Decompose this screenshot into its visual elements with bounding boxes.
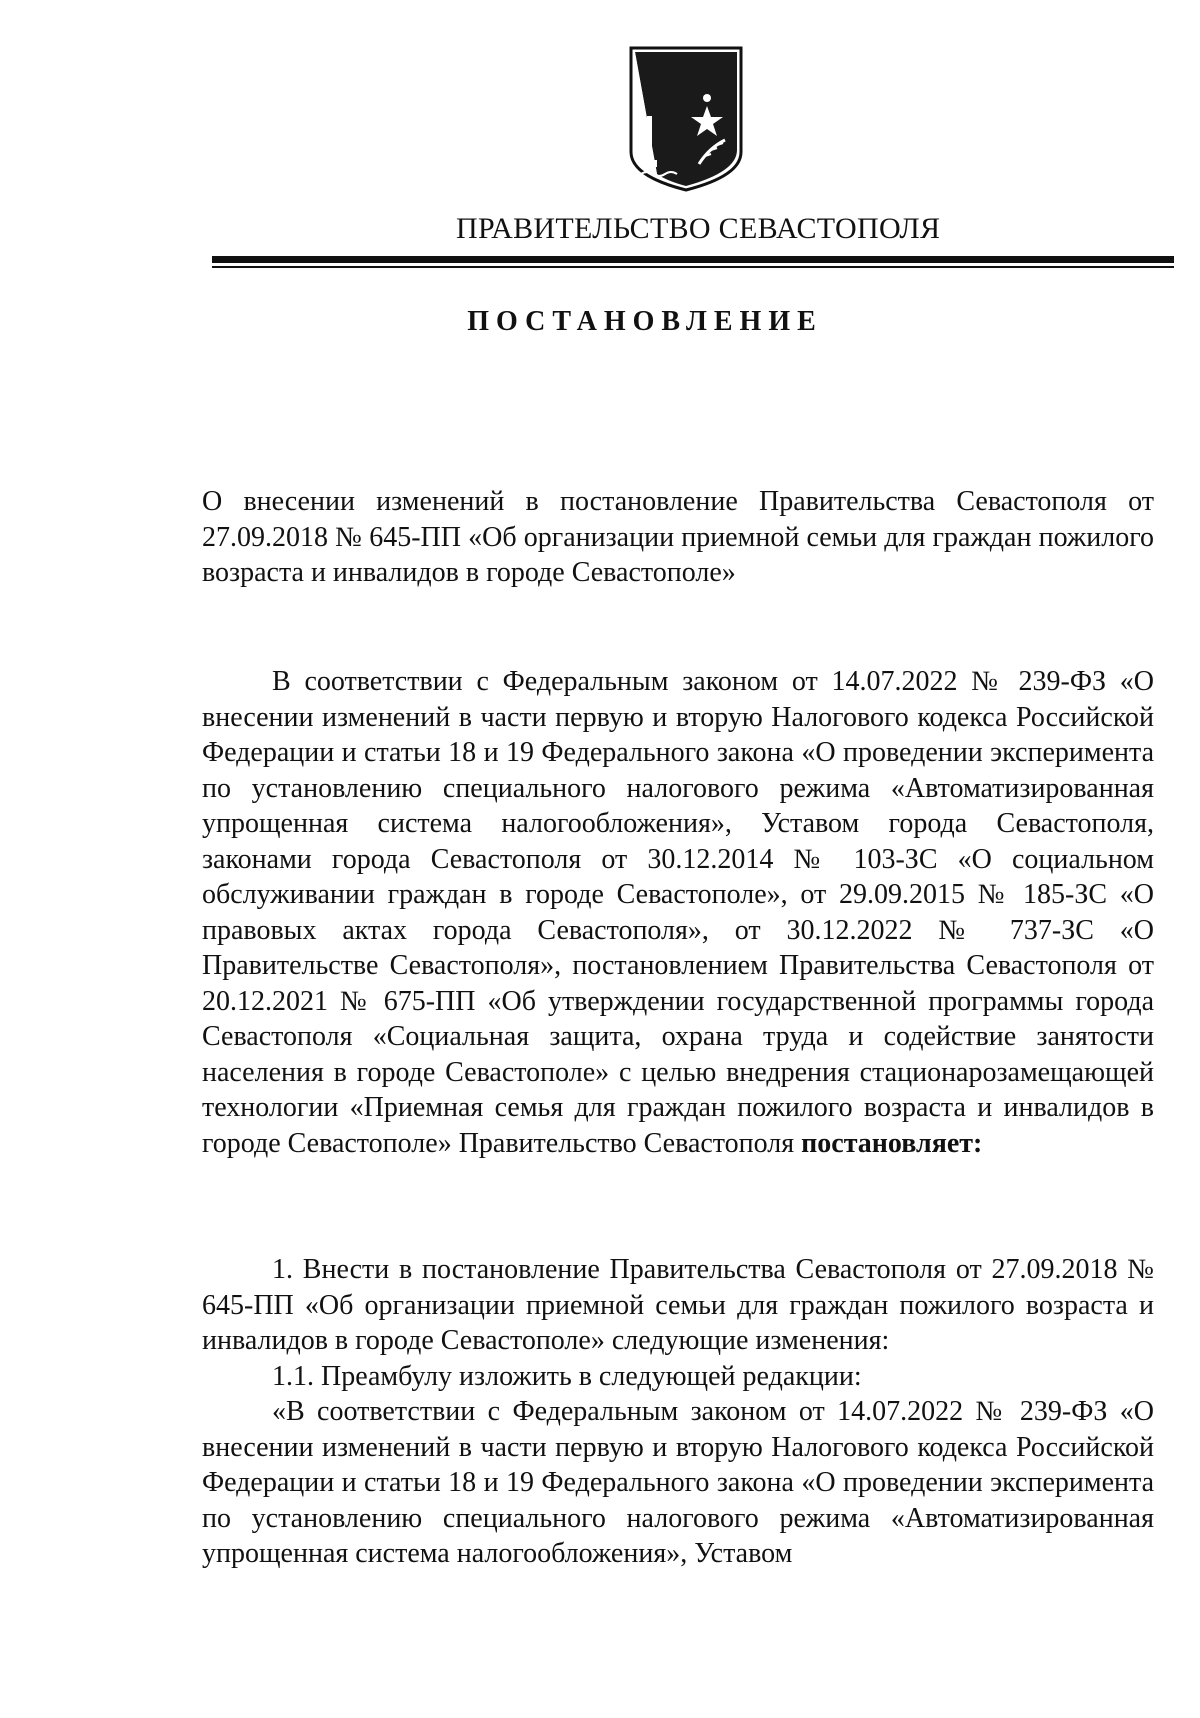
item-1-1: 1.1. Преамбулу изложить в следующей редакции: bbox=[272, 1360, 862, 1392]
header-rule-thin bbox=[212, 266, 1174, 268]
amendments-section bbox=[202, 1252, 1154, 1572]
resolution-title-text: О внесении изменений в постановление Правительства Севастополя от 27.09.2018 № 645-ПП «Об организации приемной семьи для граждан пожилого возраста и инвалидов в городе Севастополе» bbox=[202, 486, 1154, 588]
preamble-section bbox=[202, 664, 1154, 1161]
item-1-1-quote: «В соответствии с Федеральным законом от 14.07.2022 № 239-ФЗ «О внесении изменений в части первую и вторую Налогового кодекса Российской Федерации и статьи 18 и 19 Федерального закона «О проведении эксперимента по установлению специального налогового режима «Автоматизированная упрощенная система налогообложения», Уставом bbox=[202, 1396, 1154, 1569]
document-page: ПРАВИТЕЛЬСТВО СЕВАСТОПОЛЯ ПОСТАНОВЛЕНИЕ О внесении изменений в постановление Правительства Севастополя от 27.09.2018 № 645-ПП «Об организации приемной семьи для граждан пожилого возраста и инвалидов в городе Севастополе» В соответствии с Федеральным законом от 14.07.2022 № 239-ФЗ «О внесении изменений в части первую и вторую Налогового кодекса Российской Федерации и статьи 18 и 19 Федерального закона «О проведении эксперимента по установлению специального налогового режима «Автоматизированная упрощенная система налогообложения», Уставом города Севастополя, законами города Севастополя от 30.12.2014 № 103-ЗС «О социальном обслуживании граждан в городе Севастополе», от 29.09.2015 № 185-ЗС «О правовых актах города Севастополя», от 30.12.2022 № 737-ЗС «О Правительстве Севастополя», постановлением Правительства Севастополя от 20.12.2021 № 675-ПП «Об утверждении государственной программы города Севастополя «Социальная защита, охрана труда и содействие занятости населения в городе Севастополе» с целью внедрения стационарозамещающей технологии «Приемная семья для граждан пожилого возраста и инвалидов в городе Севастополе» Правительство Севастополя постановляет: 1. Внести в постановление Правительства Севастополя от 27.09.2018 № 645-ПП «Об организации приемной семьи для граждан пожилого возраста и инвалидов в городе Севастополе» следующие изменения: 1.1. Преамбулу изложить в следующей редакции: «В соответствии с Федеральным законом от 14.07.2022 № 239-ФЗ «О внесении изменений в части первую и вторую Налогового кодекса Российской Федерации и статьи 18 и 19 Федерального закона «О проведении эксперимента по установлению специального налогового режима «Автоматизированная упрощенная система налогообложения», Уставом bbox=[0, 0, 1200, 1718]
document-type-heading: ПОСТАНОВЛЕНИЕ bbox=[467, 306, 823, 337]
sevastopol-coat-of-arms-icon bbox=[627, 44, 745, 194]
item-1: 1. Внести в постановление Правительства Севастополя от 27.09.2018 № 645-ПП «Об организации приемной семьи для граждан пожилого возраста и инвалидов в городе Севастополе» следующие изменения: bbox=[202, 1254, 1154, 1356]
preamble-text: В соответствии с Федеральным законом от 14.07.2022 № 239-ФЗ «О внесении изменений в части первую и вторую Налогового кодекса Российской Федерации и статьи 18 и 19 Федерального закона «О проведении эксперимента по установлению специального налогового режима «Автоматизированная упрощенная система налогообложения», Уставом города Севастополя, законами города Севастополя от 30.12.2014 № 103-ЗС «О социальном обслуживании граждан в городе Севастополе», от 29.09.2015 № 185-ЗС «О правовых актах города Севастополя», от 30.12.2022 № 737-ЗС «О Правительстве Севастополя», постановлением Правительства Севастополя от 20.12.2021 № 675-ПП «Об утверждении государственной программы города Севастополя «Социальная защита, охрана труда и содействие занятости населения в городе Севастополе» с целью внедрения стационарозамещающей технологии «Приемная семья для граждан пожилого возраста и инвалидов в городе Севастополе» Правительство Севастополя bbox=[202, 666, 1154, 1159]
header-rule-thick bbox=[212, 256, 1174, 263]
resolution-title bbox=[202, 484, 1154, 591]
preamble-paragraph bbox=[202, 664, 1154, 1161]
preamble-verb: постановляет: bbox=[801, 1127, 983, 1159]
